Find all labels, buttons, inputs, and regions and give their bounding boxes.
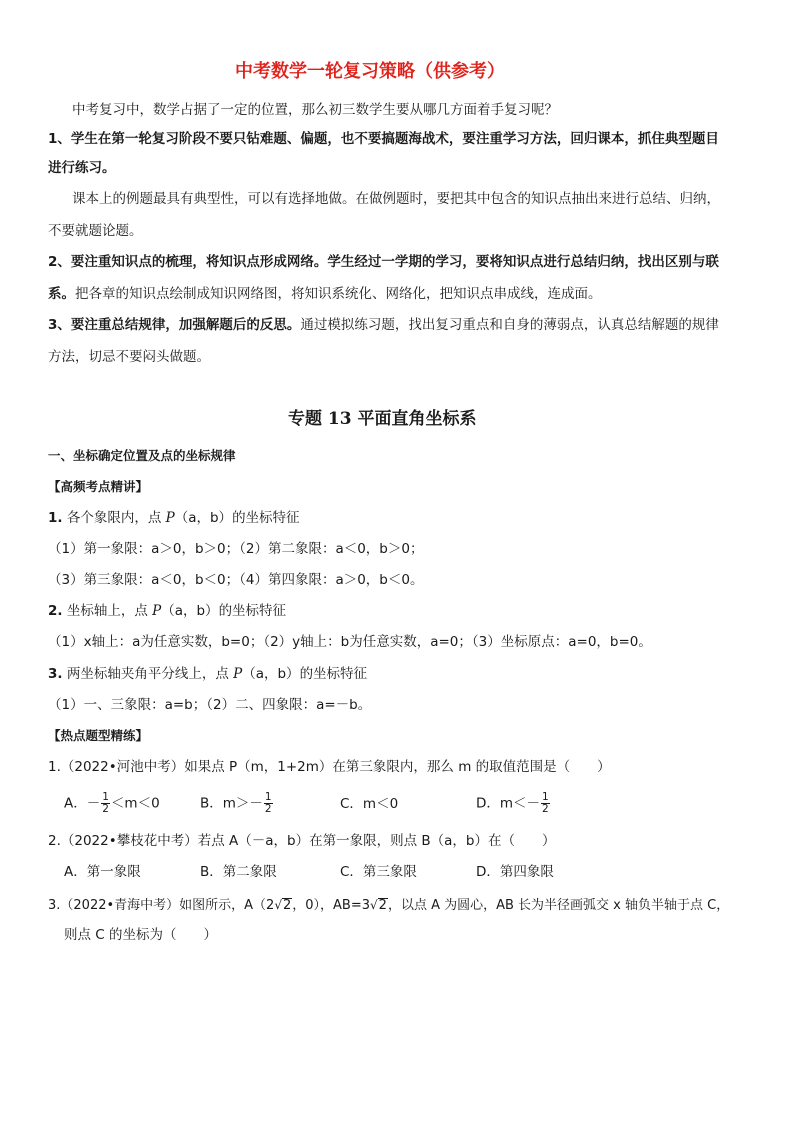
q3-stem-c: ，以点 A 为圆心，AB 长为半径画弧交 x 轴负半轴于点 C， xyxy=(387,898,730,913)
strategy-point-2-cont-bold: 系。 xyxy=(48,286,75,302)
strategy-point-3-rest: 通过模拟练习题，找出复习重点和自身的薄弱点，认真总结解题的规律 xyxy=(300,317,719,333)
fraction-numerator: 1 xyxy=(542,791,549,803)
knowledge-1-line-2: （3）第三象限：a＜0，b＜0；（4）第四象限：a＞0，b＜0。 xyxy=(48,572,424,588)
knowledge-3-var: P xyxy=(233,666,243,682)
question-1-option-c: C．m＜0 xyxy=(340,796,399,812)
question-2-option-c: C．第三象限 xyxy=(340,864,417,880)
strategy-point-1: 1、学生在第一轮复习阶段不要只钻难题、偏题，也不要搞题海战术，要注重学习方法，回归课本，抓住典型题目 xyxy=(48,131,719,147)
strategy-point-2-cont-rest: 把各章的知识点绘制成知识网络图，将知识系统化、网络化，把知识点串成线，连成面。 xyxy=(75,286,602,302)
fraction-denominator: 2 xyxy=(542,803,549,815)
knowledge-3-num: 3. xyxy=(48,666,63,682)
q3-stem-b: ，0），AB=3 xyxy=(292,898,371,913)
knowledge-3-heading xyxy=(48,665,367,683)
sqrt-radicand: 2 xyxy=(282,898,292,913)
strategy-intro: 中考复习中，数学占据了一定的位置，那么初三数学生要从哪几方面着手复习呢？ xyxy=(72,102,558,118)
knowledge-1-args: （a，b） xyxy=(174,510,233,526)
strategy-point-3 xyxy=(48,316,719,334)
fraction-numerator: 1 xyxy=(102,791,109,803)
strategy-point-3-cont: 方法，切忌不要闷头做题。 xyxy=(48,349,210,365)
sqrt-sign: √ xyxy=(274,898,282,912)
knowledge-2-pre: 坐标轴上，点 xyxy=(66,603,153,619)
question-1-option-d xyxy=(476,792,551,815)
fraction-half xyxy=(541,792,550,815)
knowledge-3-line-1: （1）一、三象限：a=b；（2）二、四象限：a=－b。 xyxy=(48,697,372,713)
knowledge-1-pre: 各个象限内，点 xyxy=(66,510,166,526)
q3-stem-a: 3.（2022•青海中考）如图所示，A（2 xyxy=(48,898,275,913)
knowledge-2-num: 2. xyxy=(48,603,63,619)
fraction-numerator: 1 xyxy=(264,791,272,803)
sqrt-sign: √ xyxy=(370,898,378,912)
q1-a-rest: ＜m＜0 xyxy=(110,795,160,812)
fraction-denominator: 2 xyxy=(102,803,109,815)
knowledge-3-pre: 两坐标轴夹角平分线上，点 xyxy=(66,666,234,682)
bracket-heading-1: 【高频考点精讲】 xyxy=(48,479,149,494)
strategy-paragraph-cont: 不要就题论题。 xyxy=(48,223,143,239)
knowledge-2-args: （a，b） xyxy=(161,603,219,619)
knowledge-2-heading xyxy=(48,602,286,620)
knowledge-2-line-1: （1）x轴上：a为任意实数，b=0；（2）y轴上：b为任意实数，a=0；（3）坐标原点：a=0，b=0。 xyxy=(48,634,652,650)
strategy-point-3-bold: 3、要注重总结规律，加强解题后的反思。 xyxy=(48,317,301,333)
knowledge-1-num: 1. xyxy=(48,510,63,526)
fraction-denominator: 2 xyxy=(264,803,272,815)
knowledge-1-var: P xyxy=(165,510,175,526)
strategy-point-1-cont: 进行练习。 xyxy=(48,160,116,176)
question-2-option-d: D．第四象限 xyxy=(476,864,554,880)
question-3-line-2: 则点 C 的坐标为（ ） xyxy=(64,927,218,943)
strategy-point-2: 2、要注重知识点的梳理，将知识点形成网络。学生经过一学期的学习，要将知识点进行总结归纳，找出区别与联 xyxy=(48,254,719,270)
question-1-option-b xyxy=(200,792,274,815)
sqrt-radicand: 2 xyxy=(378,898,387,913)
topic-title: 专题 13 平面直角坐标系 xyxy=(288,409,477,429)
knowledge-3-args: （a，b） xyxy=(242,666,300,682)
knowledge-1-line-1: （1）第一象限：a＞0，b＞0；（2）第二象限：a＜0，b＞0； xyxy=(48,541,424,557)
q1-d-label: D．m＜－ xyxy=(476,795,541,812)
strategy-point-2-cont xyxy=(48,285,602,303)
question-3-stem xyxy=(48,896,729,915)
knowledge-1-post: 的坐标特征 xyxy=(232,510,300,526)
knowledge-2-post: 的坐标特征 xyxy=(218,603,287,619)
fraction-half xyxy=(264,792,273,815)
question-1-stem: 1.（2022•河池中考）如果点 P（m，1+2m）在第三象限内，那么 m 的取值范围是（ ） xyxy=(48,759,611,775)
q1-b-label: B．m＞－ xyxy=(200,795,263,812)
strategy-title: 中考数学一轮复习策略（供参考） xyxy=(235,61,505,82)
bracket-heading-2: 【热点题型精练】 xyxy=(48,728,149,743)
question-2-option-a: A．第一象限 xyxy=(64,864,141,880)
question-2-stem: 2.（2022•攀枝花中考）若点 A（－a，b）在第一象限，则点 B（a，b）在（ ） xyxy=(48,833,556,849)
knowledge-3-post: 的坐标特征 xyxy=(299,666,368,682)
fraction-half xyxy=(101,792,110,815)
strategy-paragraph: 课本上的例题最具有典型性，可以有选择地做。在做例题时，要把其中包含的知识点抽出来进行总结、归纳， xyxy=(72,191,720,207)
section-heading: 一、坐标确定位置及点的坐标规律 xyxy=(48,448,236,463)
knowledge-1-heading xyxy=(48,509,300,527)
q1-a-label: A．－ xyxy=(64,795,101,812)
question-2-option-b: B．第二象限 xyxy=(200,864,277,880)
knowledge-2-var: P xyxy=(152,603,162,619)
question-1-option-a xyxy=(64,792,160,815)
